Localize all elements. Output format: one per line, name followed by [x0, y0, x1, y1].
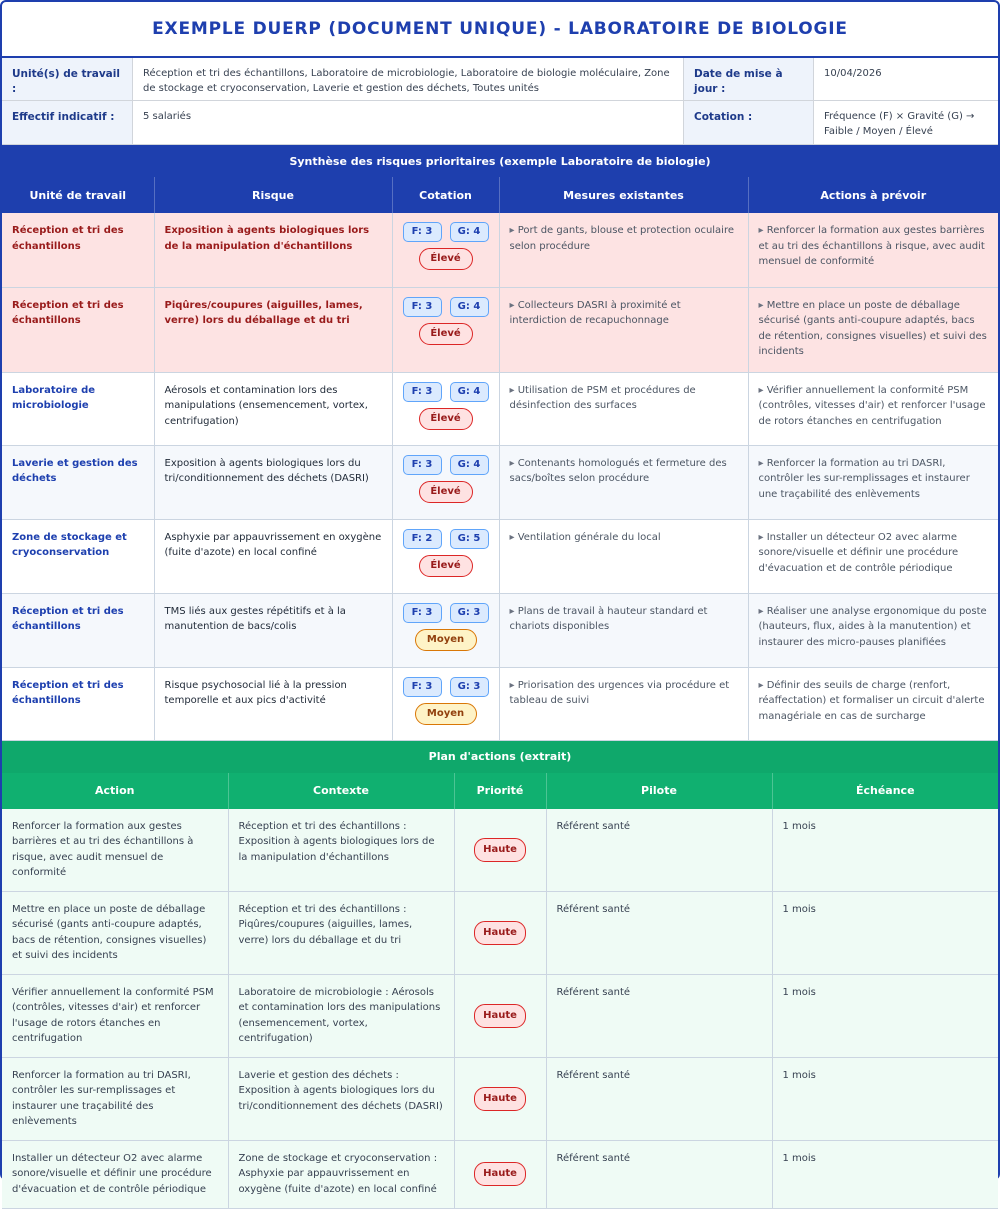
pilot-cell: Référent santé [546, 1057, 772, 1140]
cotation-cell [392, 287, 499, 372]
risk-level-badge: Moyen [415, 629, 477, 651]
priority-badge: Haute [474, 1004, 526, 1028]
risk-level-badge: Élevé [419, 248, 473, 270]
actions-text: ▸ Mettre en place un poste de déballage sécurisé (gants anti-coupure adaptés, bacs de rétention, consignes visuelles) et suivi des incidents [759, 298, 989, 360]
plan-table [2, 773, 998, 1209]
pilot-cell: Référent santé [546, 891, 772, 974]
frequency-chip: F: 3 [403, 677, 442, 697]
action-cell: Renforcer la formation au tri DASRI, contrôler les sur-remplissages et instaurer une traçabilité des enlèvements [2, 1057, 228, 1140]
actions-text: ▸ Installer un détecteur O2 avec alarme sonore/visuelle et définir une procédure d'évacuation et de contrôle périodique [759, 530, 989, 577]
cotation-chips [403, 529, 489, 549]
effectif-label: Effectif indicatif : [2, 101, 133, 144]
header-cotation: Cotation [392, 177, 499, 213]
measures-text: ▸ Port de gants, blouse et protection oculaire selon procédure [510, 223, 738, 254]
risk-row [2, 287, 998, 372]
priority-cell [454, 974, 546, 1057]
due-cell: 1 mois [772, 891, 998, 974]
gravity-chip: G: 3 [450, 677, 489, 697]
risk-row [2, 667, 998, 740]
unites-label: Unité(s) de travail : [2, 58, 133, 101]
header-actions: Actions à prévoir [748, 177, 998, 213]
actions-cell [748, 667, 998, 740]
risk-level-badge: Élevé [419, 408, 473, 430]
risk-row [2, 519, 998, 593]
action-cell: Mettre en place un poste de déballage sécurisé (gants anti-coupure adaptés, bacs de rétention, consignes visuelles) et suivi des incidents [2, 891, 228, 974]
date-label: Date de mise à jour : [684, 58, 814, 101]
risk-cell: Exposition à agents biologiques lors de la manipulation d'échantillons [154, 213, 392, 287]
effectif-value: 5 salariés [133, 101, 684, 144]
actions-cell [748, 445, 998, 519]
unit-cell: Laboratoire de microbiologie [2, 372, 154, 445]
plan-row [2, 974, 998, 1057]
measures-cell [499, 667, 748, 740]
priority-cell [454, 1140, 546, 1208]
measures-cell [499, 445, 748, 519]
context-cell: Laboratoire de microbiologie : Aérosols et contamination lors des manipulations (ensemencement, vortex, centrifugation) [228, 974, 454, 1057]
actions-cell [748, 519, 998, 593]
risk-row [2, 593, 998, 667]
risk-table-header [2, 177, 998, 213]
cotation-cell [392, 372, 499, 445]
header-measures: Mesures existantes [499, 177, 748, 213]
measures-text: ▸ Contenants homologués et fermeture des sacs/boîtes selon procédure [510, 456, 738, 487]
risk-cell: Asphyxie par appauvrissement en oxygène (fuite d'azote) en local confiné [154, 519, 392, 593]
plan-row [2, 891, 998, 974]
gravity-chip: G: 3 [450, 603, 489, 623]
header-unit: Unité de travail [2, 177, 154, 213]
context-cell: Zone de stockage et cryoconservation : Asphyxie par appauvrissement en oxygène (fuite d'azote) en local confiné [228, 1140, 454, 1208]
pilot-cell: Référent santé [546, 974, 772, 1057]
unit-cell: Réception et tri des échantillons [2, 213, 154, 287]
priority-cell [454, 809, 546, 892]
context-cell: Laverie et gestion des déchets : Exposition à agents biologiques lors du tri/conditionnement des déchets (DASRI) [228, 1057, 454, 1140]
header-context: Contexte [228, 773, 454, 809]
cotation-chips [403, 382, 489, 402]
header-pilot: Pilote [546, 773, 772, 809]
risk-row [2, 445, 998, 519]
actions-cell [748, 287, 998, 372]
cotation-chips [403, 603, 489, 623]
risk-level-badge: Élevé [419, 323, 473, 345]
actions-cell [748, 213, 998, 287]
actions-cell [748, 372, 998, 445]
context-cell: Réception et tri des échantillons : Piqûres/coupures (aiguilles, lames, verre) lors du déballage et du tri [228, 891, 454, 974]
cotation-chips [403, 222, 489, 242]
gravity-chip: G: 4 [450, 382, 489, 402]
risk-row [2, 213, 998, 287]
risk-row [2, 372, 998, 445]
cotation-cell [392, 593, 499, 667]
plan-table-header [2, 773, 998, 809]
measures-text: ▸ Utilisation de PSM et procédures de désinfection des surfaces [510, 383, 738, 414]
header-due: Échéance [772, 773, 998, 809]
due-cell: 1 mois [772, 1140, 998, 1208]
risk-level-badge: Moyen [415, 703, 477, 725]
risk-cell: Piqûres/coupures (aiguilles, lames, verre) lors du déballage et du tri [154, 287, 392, 372]
pilot-cell: Référent santé [546, 809, 772, 892]
action-cell: Vérifier annuellement la conformité PSM (contrôles, vitesses d'air) et renforcer l'usage de rotors étanches en centrifugation [2, 974, 228, 1057]
action-cell: Installer un détecteur O2 avec alarme sonore/visuelle et définir une procédure d'évacuation et de contrôle périodique [2, 1140, 228, 1208]
measures-cell [499, 213, 748, 287]
date-value: 10/04/2026 [814, 58, 998, 101]
risk-cell: Exposition à agents biologiques lors du tri/conditionnement des déchets (DASRI) [154, 445, 392, 519]
measures-text: ▸ Ventilation générale du local [510, 530, 738, 546]
cotation-cell [392, 445, 499, 519]
frequency-chip: F: 2 [403, 529, 442, 549]
cotation-value: Fréquence (F) × Gravité (G) → Faible / Moyen / Élevé [824, 111, 975, 137]
measures-text: ▸ Priorisation des urgences via procédure et tableau de suivi [510, 678, 738, 709]
actions-text: ▸ Définir des seuils de charge (renfort, réaffectation) et formaliser un circuit d'alerte managériale en cas de surcharge [759, 678, 989, 725]
due-cell: 1 mois [772, 974, 998, 1057]
context-cell: Réception et tri des échantillons : Exposition à agents biologiques lors de la manipulation d'échantillons [228, 809, 454, 892]
actions-text: ▸ Réaliser une analyse ergonomique du poste (hauteurs, flux, aides à la manutention) et instaurer des micro-pauses planifiées [759, 604, 989, 651]
actions-text: ▸ Renforcer la formation au tri DASRI, contrôler les sur-remplissages et instaurer une traçabilité des enlèvements [759, 456, 989, 503]
measures-text: ▸ Plans de travail à hauteur standard et chariots disponibles [510, 604, 738, 635]
risk-cell: Risque psychosocial lié à la pression temporelle et aux pics d'activité [154, 667, 392, 740]
gravity-chip: G: 5 [450, 529, 489, 549]
priority-cell [454, 891, 546, 974]
priority-badge: Haute [474, 1087, 526, 1111]
gravity-chip: G: 4 [450, 297, 489, 317]
measures-cell [499, 287, 748, 372]
priority-badge: Haute [474, 921, 526, 945]
action-cell: Renforcer la formation aux gestes barrières et au tri des échantillons à risque, avec audit mensuel de conformité [2, 809, 228, 892]
actions-cell [748, 593, 998, 667]
risk-section-title: Synthèse des risques prioritaires (exemple Laboratoire de biologie) [2, 145, 998, 177]
unit-cell: Zone de stockage et cryoconservation [2, 519, 154, 593]
header-action: Action [2, 773, 228, 809]
plan-row [2, 809, 998, 892]
cotation-cell [392, 213, 499, 287]
gravity-chip: G: 4 [450, 222, 489, 242]
header-risk: Risque [154, 177, 392, 213]
plan-table-body [2, 809, 998, 1209]
cotation-chips [403, 455, 489, 475]
cotation-chips [403, 297, 489, 317]
plan-row [2, 1140, 998, 1208]
header-priority: Priorité [454, 773, 546, 809]
cotation-cell [392, 519, 499, 593]
risk-cell: Aérosols et contamination lors des manipulations (ensemencement, vortex, centrifugation) [154, 372, 392, 445]
pilot-cell: Référent santé [546, 1140, 772, 1208]
risk-cell: TMS liés aux gestes répétitifs et à la manutention de bacs/colis [154, 593, 392, 667]
actions-text: ▸ Vérifier annuellement la conformité PSM (contrôles, vitesses d'air) et renforcer l'usage de rotors étanches en centrifugation [759, 383, 989, 430]
due-cell: 1 mois [772, 1057, 998, 1140]
priority-cell [454, 1057, 546, 1140]
unit-cell: Réception et tri des échantillons [2, 667, 154, 740]
actions-text: ▸ Renforcer la formation aux gestes barrières et au tri des échantillons à risque, avec audit mensuel de conformité [759, 223, 989, 270]
frequency-chip: F: 3 [403, 222, 442, 242]
unit-cell: Réception et tri des échantillons [2, 593, 154, 667]
gravity-chip: G: 4 [450, 455, 489, 475]
measures-cell [499, 519, 748, 593]
unit-cell: Laverie et gestion des déchets [2, 445, 154, 519]
unit-cell: Réception et tri des échantillons [2, 287, 154, 372]
measures-text: ▸ Collecteurs DASRI à proximité et interdiction de recapuchonnage [510, 298, 738, 329]
risk-level-badge: Élevé [419, 481, 473, 503]
risk-table-body [2, 213, 998, 740]
risk-level-badge: Élevé [419, 555, 473, 577]
frequency-chip: F: 3 [403, 382, 442, 402]
measures-cell [499, 593, 748, 667]
due-cell: 1 mois [772, 809, 998, 892]
unites-value: Réception et tri des échantillons, Laboratoire de microbiologie, Laboratoire de biologie moléculaire, Zone de stockage et cryoconservation, Laverie et gestion des déchets, Toutes unités [133, 58, 684, 101]
cotation-chips [403, 677, 489, 697]
frequency-chip: F: 3 [403, 455, 442, 475]
frequency-chip: F: 3 [403, 603, 442, 623]
page-title: EXEMPLE DUERP (DOCUMENT UNIQUE) - LABORATOIRE DE BIOLOGIE [2, 2, 998, 58]
priority-badge: Haute [474, 1162, 526, 1186]
plan-section-title: Plan d'actions (extrait) [2, 741, 998, 773]
cotation-cell [392, 667, 499, 740]
risk-table [2, 177, 998, 741]
cotation-label: Cotation : [684, 101, 814, 144]
measures-cell [499, 372, 748, 445]
plan-row [2, 1057, 998, 1140]
priority-badge: Haute [474, 838, 526, 862]
info-grid [2, 58, 998, 145]
frequency-chip: F: 3 [403, 297, 442, 317]
